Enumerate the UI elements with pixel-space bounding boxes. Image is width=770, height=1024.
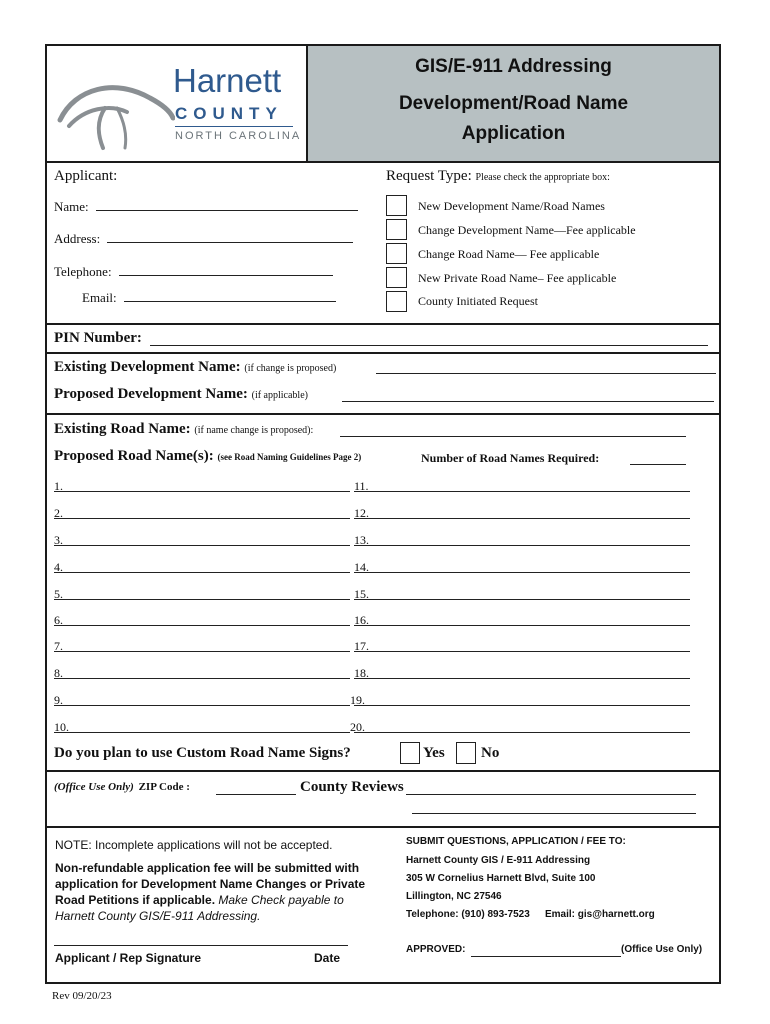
proposed-dev-input[interactable] [342, 401, 714, 402]
request-option-2: Change Development Name—Fee applicable [418, 223, 636, 237]
road-left-5: 5. [54, 587, 63, 601]
logo-harnett: Harnett [173, 62, 282, 99]
road-input-10[interactable] [54, 732, 350, 733]
road-input-11[interactable] [354, 491, 690, 492]
road-input-16[interactable] [354, 625, 690, 626]
road-input-9[interactable] [54, 705, 350, 706]
road-left-4: 4. [54, 560, 63, 574]
existing-dev-hint: (if change is proposed) [244, 363, 337, 374]
number-required-input[interactable] [630, 464, 686, 465]
request-checkbox-1[interactable] [386, 195, 407, 216]
request-heading-row [386, 168, 610, 185]
fee-note-italic: Make Check payable to Harnett County GIS/E-911 Addressing. [55, 893, 344, 923]
existing-road-row [54, 421, 313, 438]
road-input-7[interactable] [54, 651, 350, 652]
fee-note-bold: Non-refundable application fee will be submitted with application for Development Name Changes or Private Road Petitions if applicable. [55, 861, 366, 907]
name-label: Name: [54, 199, 89, 214]
request-option-3: Change Road Name— Fee applicable [418, 247, 600, 261]
pin-row [54, 330, 142, 347]
road-input-3[interactable] [54, 545, 350, 546]
road-input-14[interactable] [354, 572, 690, 573]
request-option-1: New Development Name/Road Names [418, 199, 605, 213]
number-required-row [421, 451, 599, 466]
road-right-12: 12. [354, 506, 369, 520]
title-line-2: Development/Road Name [398, 93, 629, 114]
road-input-1[interactable] [54, 491, 350, 492]
signature-label: Applicant / Rep Signature [55, 951, 202, 965]
title-line-3: Application [461, 123, 566, 144]
existing-road-hint: (if name change is proposed): [194, 425, 314, 436]
road-input-17[interactable] [354, 651, 690, 652]
address-input[interactable] [107, 242, 353, 243]
request-checkbox-2[interactable] [386, 219, 407, 240]
logo-divider [175, 126, 293, 127]
road-input-19[interactable] [354, 705, 690, 706]
road-right-17: 17. [354, 639, 369, 653]
road-left-3: 3. [54, 533, 63, 547]
county-reviews-input-1[interactable] [406, 794, 696, 795]
submit-heading: SUBMIT QUESTIONS, APPLICATION / FEE TO: [406, 836, 626, 847]
proposed-road-hint: (see Road Naming Guidelines Page 2) [217, 452, 362, 462]
road-left-10: 10. [54, 720, 69, 734]
request-type-heading: Request Type: [386, 168, 472, 184]
road-right-18: 18. [354, 666, 369, 680]
office-bottom-rule [46, 826, 720, 828]
road-right-20: 20. [350, 720, 365, 734]
road-right-13: 13. [354, 533, 369, 547]
road-input-15[interactable] [354, 599, 690, 600]
name-input[interactable] [96, 210, 358, 211]
road-left-9: 9. [54, 693, 63, 707]
road-right-14: 14. [354, 560, 369, 574]
address-row [54, 231, 353, 247]
road-input-12[interactable] [354, 518, 690, 519]
road-input-6[interactable] [54, 625, 350, 626]
road-input-2[interactable] [54, 518, 350, 519]
road-left-8: 8. [54, 666, 63, 680]
address-label: Address: [54, 231, 101, 246]
signs-yes-checkbox[interactable] [400, 742, 420, 764]
header-bottom-rule [46, 161, 720, 163]
existing-dev-input[interactable] [376, 373, 716, 374]
logo [47, 46, 305, 161]
applicant-heading: Applicant [54, 168, 114, 184]
email-row [82, 290, 336, 306]
note-line: NOTE: Incomplete applications will not be accepted. [55, 838, 333, 852]
request-type-hint: Please check the appropriate box: [475, 172, 610, 183]
office-row [54, 781, 190, 793]
development-bottom-rule [46, 413, 720, 415]
telephone-input[interactable] [119, 275, 333, 276]
road-input-18[interactable] [354, 678, 690, 679]
zip-input[interactable] [216, 794, 296, 795]
proposed-dev-row [54, 386, 308, 403]
fee-note [55, 860, 385, 924]
submit-email: Email: gis@harnett.org [545, 909, 655, 920]
road-input-4[interactable] [54, 572, 350, 573]
telephone-row [54, 264, 333, 280]
road-right-15: 15. [354, 587, 369, 601]
existing-road-input[interactable] [340, 436, 686, 437]
road-right-19: 19. [350, 693, 365, 707]
county-reviews-label: County Reviews [300, 779, 404, 795]
proposed-road-row [54, 448, 361, 465]
date-label: Date [314, 951, 341, 965]
number-required-label: Number of Road Names Required: [421, 451, 600, 465]
road-input-5[interactable] [54, 599, 350, 600]
road-left-1: 1. [54, 479, 63, 493]
title-line-1: GIS/E-911 Addressing [415, 56, 612, 77]
request-checkbox-4[interactable] [386, 267, 407, 288]
road-input-8[interactable] [54, 678, 350, 679]
submit-line-3: Lillington, NC 27546 [406, 891, 502, 902]
title-panel [306, 46, 719, 161]
road-left-2: 2. [54, 506, 63, 520]
road-right-16: 16. [354, 613, 369, 627]
existing-dev-row [54, 359, 336, 376]
request-checkbox-3[interactable] [386, 243, 407, 264]
submit-line-2: 305 W Cornelius Harnett Blvd, Suite 100 [406, 873, 596, 884]
county-reviews-input-2[interactable] [412, 813, 696, 814]
proposed-dev-hint: (if applicable) [251, 390, 308, 401]
email-label: Email: [82, 290, 117, 305]
road-right-11: 11. [354, 479, 369, 493]
request-checkbox-5[interactable] [386, 291, 407, 312]
signs-question: Do you plan to use Custom Road Name Signs? [54, 745, 351, 761]
road-input-20[interactable] [354, 732, 690, 733]
logo-north-carolina: NORTH CAROLINA [175, 130, 302, 142]
approved-label: APPROVED: [406, 944, 466, 955]
telephone-label: Telephone: [54, 264, 112, 279]
pin-input[interactable] [150, 345, 708, 346]
signs-yes-label: Yes [423, 745, 445, 761]
request-option-5: County Initiated Request [418, 294, 538, 308]
email-input[interactable] [124, 301, 336, 302]
pin-label: PIN Number: [54, 330, 142, 346]
signs-no-label: No [481, 745, 500, 761]
revision-label: Rev 09/20/23 [52, 990, 112, 1002]
office-use-label: (Office Use Only) [54, 781, 134, 793]
request-option-4: New Private Road Name– Fee applicable [418, 271, 617, 285]
proposed-dev-label: Proposed Development Name: [54, 386, 248, 402]
approved-suffix: (Office Use Only) [621, 944, 703, 955]
roads-bottom-rule [46, 770, 720, 772]
name-row [54, 199, 358, 215]
existing-road-label: Existing Road Name: [54, 421, 191, 437]
signature-input[interactable] [54, 945, 348, 946]
existing-dev-label: Existing Development Name: [54, 359, 241, 375]
tree-logo-icon [55, 68, 175, 158]
road-input-13[interactable] [354, 545, 690, 546]
applicant-bottom-rule [46, 323, 720, 325]
logo-county: COUNTY [175, 104, 283, 123]
proposed-road-label: Proposed Road Name(s): [54, 448, 214, 464]
zip-label: ZIP Code : [138, 781, 190, 793]
submit-line-1: Harnett County GIS / E-911 Addressing [406, 855, 591, 866]
approved-input[interactable] [471, 956, 621, 957]
pin-bottom-rule [46, 352, 720, 354]
road-left-7: 7. [54, 639, 63, 653]
signs-no-checkbox[interactable] [456, 742, 476, 764]
submit-telephone: Telephone: (910) 893-7523 [406, 909, 530, 920]
road-left-6: 6. [54, 613, 63, 627]
